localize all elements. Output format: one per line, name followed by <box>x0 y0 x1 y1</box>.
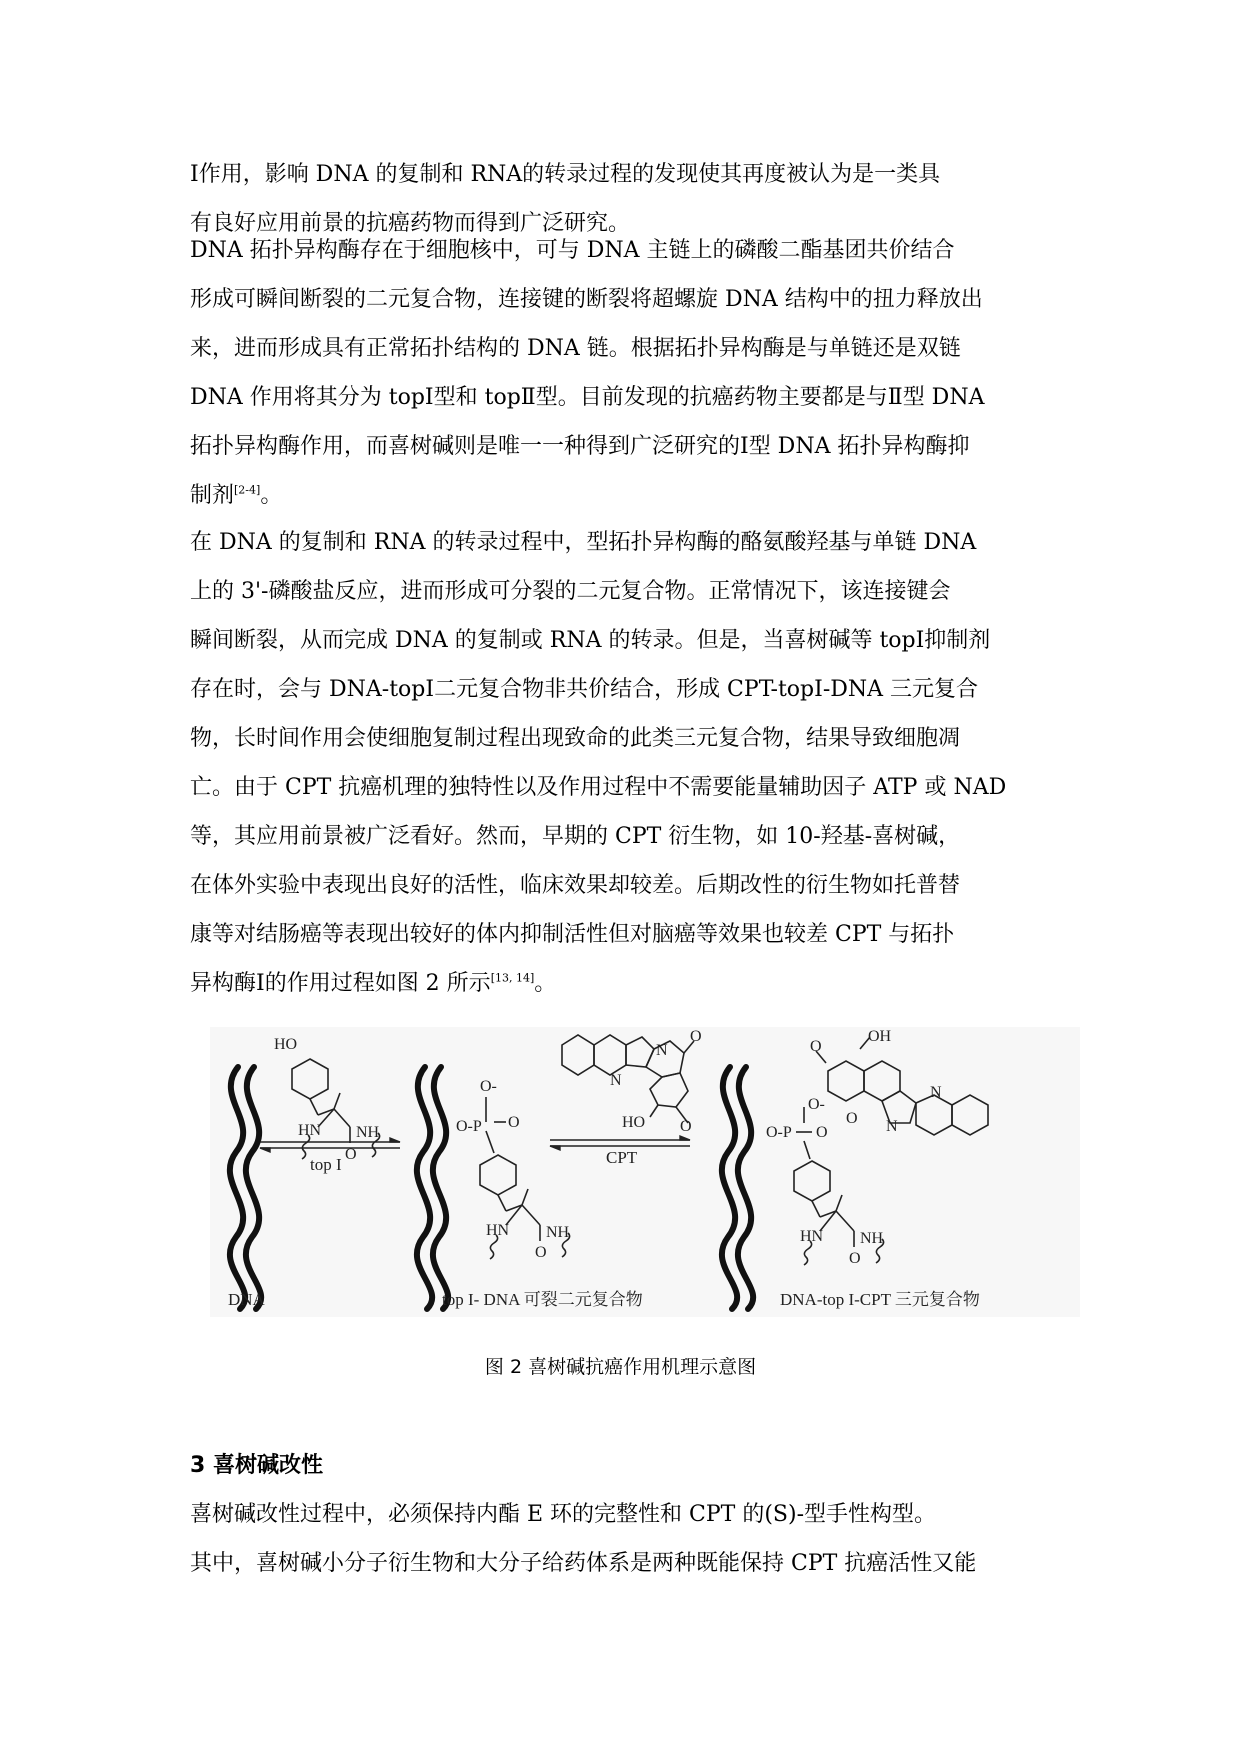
line-tail: 。 <box>260 483 283 508</box>
line-tail: 。 <box>534 971 557 996</box>
text-line: 存在时，会与 DNA-topⅠ二元复合物非共价结合，形成 CPT-topⅠ-DNA 三元复合 <box>190 677 979 702</box>
text-line-with-citation <box>190 959 1050 1008</box>
nh-label-2: NH <box>546 1224 570 1241</box>
o-label-1: O <box>345 1146 357 1163</box>
o-label-2: O <box>508 1114 520 1131</box>
text-line: 物，长时间作用会使细胞复制过程出现致命的此类三元复合物，结果导致细胞凋 <box>190 726 961 751</box>
hn-label-3: HN <box>800 1228 824 1245</box>
oh-label: OH <box>868 1028 892 1045</box>
arrow-label-cpt: CPT <box>606 1148 638 1167</box>
nh-label-3: NH <box>860 1230 884 1247</box>
ho-label: HO <box>274 1036 298 1053</box>
text-line: DNA 拓扑异构酶存在于细胞核中，可与 DNA 主链上的磷酸二酯基团共价结合 <box>190 238 955 263</box>
mechanism-figure <box>210 1027 1080 1317</box>
o-p-label-1: O-P <box>456 1118 482 1135</box>
citation-ref: [2-4] <box>234 483 261 497</box>
hn-label-1: HN <box>298 1122 322 1139</box>
text-line: 瞬间断裂，从而完成 DNA 的复制或 RNA 的转录。但是，当喜树碱等 topⅠ抑制剂 <box>190 628 991 653</box>
text-line: DNA 作用将其分为 topⅠ型和 topⅡ型。目前发现的抗癌药物主要都是与Ⅱ型 DNA <box>190 385 985 410</box>
arrow-label-topI: top I <box>310 1155 342 1174</box>
o-p-label-2: O-P <box>766 1124 792 1141</box>
text-line: 制剂 <box>190 483 235 508</box>
ternary-complex-label: DNA-top I-CPT 三元复合物 <box>780 1290 980 1309</box>
o-label-9: O <box>849 1250 861 1267</box>
ho-label-2: HO <box>622 1114 646 1131</box>
n-label-3: N <box>886 1118 898 1135</box>
text-line: Ⅰ作用，影响 DNA 的复制和 RNA的转录过程的发现使其再度被认为是一类具 <box>190 162 941 187</box>
o-label-5: O <box>680 1118 692 1135</box>
n-label-2: N <box>656 1042 668 1059</box>
text-line: 形成可瞬间断裂的二元复合物，连接键的断裂将超螺旋 DNA 结构中的扭力释放出 <box>190 287 983 312</box>
section-paragraph <box>190 1490 1050 1588</box>
figure-caption: 图 2 喜树碱抗癌作用机理示意图 <box>484 1356 757 1378</box>
text-line: 上的 3'-磷酸盐反应，进而形成可分裂的二元复合物。正常情况下，该连接键会 <box>190 579 951 604</box>
mechanism-diagram <box>210 1027 1080 1317</box>
text-line: 在体外实验中表现出良好的活性，临床效果却较差。后期改性的衍生物如托普替 <box>190 873 961 898</box>
n-label-4: N <box>930 1084 942 1101</box>
text-line: 喜树碱改性过程中，必须保持内酯 E 环的完整性和 CPT 的(S)-型手性构型。 <box>190 1502 937 1527</box>
o-label-7: O <box>810 1038 822 1055</box>
paragraph-3 <box>190 518 1050 1008</box>
text-line: 亡。由于 CPT 抗癌机理的独特性以及作用过程中不需要能量辅助因子 ATP 或 NAD <box>190 775 1007 800</box>
nh-label-1: NH <box>356 1124 380 1141</box>
paragraph-2 <box>190 226 1050 520</box>
o-minus-label-2: O- <box>808 1096 825 1113</box>
section-heading: 3 喜树碱改性 <box>190 1453 323 1478</box>
text-line: 康等对结肠癌等表现出较好的体内抑制活性但对脑癌等效果也较差 CPT 与拓扑 <box>190 922 955 947</box>
o-label-6: O <box>816 1124 828 1141</box>
text-line: 异构酶Ⅰ的作用过程如图 2 所示 <box>190 971 491 996</box>
text-line-with-citation <box>190 471 1050 520</box>
o-label-8: O <box>846 1110 858 1127</box>
text-line: 在 DNA 的复制和 RNA 的转录过程中，型拓扑异构酶的酪氨酸羟基与单链 DNA <box>190 530 977 555</box>
citation-ref: [13, 14] <box>490 971 535 985</box>
o-label-3: O <box>535 1244 547 1261</box>
text-line: 有良好应用前景的抗癌药物而得到广泛研究。 <box>190 211 631 236</box>
text-line: 其中，喜树碱小分子衍生物和大分子给药体系是两种既能保持 CPT 抗癌活性又能 <box>190 1551 977 1576</box>
n-label-1: N <box>610 1072 622 1089</box>
o-label-4: O <box>690 1028 702 1045</box>
text-line: 拓扑异构酶作用，而喜树碱则是唯一一种得到广泛研究的Ⅰ型 DNA 拓扑异构酶抑 <box>190 434 970 459</box>
hn-label-2: HN <box>486 1222 510 1239</box>
text-line: 来，进而形成具有正常拓扑结构的 DNA 链。根据拓扑异构酶是与单链还是双链 <box>190 336 961 361</box>
binary-complex-label: top I- DNA 可裂二元复合物 <box>442 1290 643 1309</box>
dna-label: DNA <box>228 1290 265 1309</box>
o-minus-label-1: O- <box>480 1078 497 1095</box>
text-line: 等，其应用前景被广泛看好。然而，早期的 CPT 衍生物，如 10-羟基-喜树碱， <box>190 824 961 849</box>
